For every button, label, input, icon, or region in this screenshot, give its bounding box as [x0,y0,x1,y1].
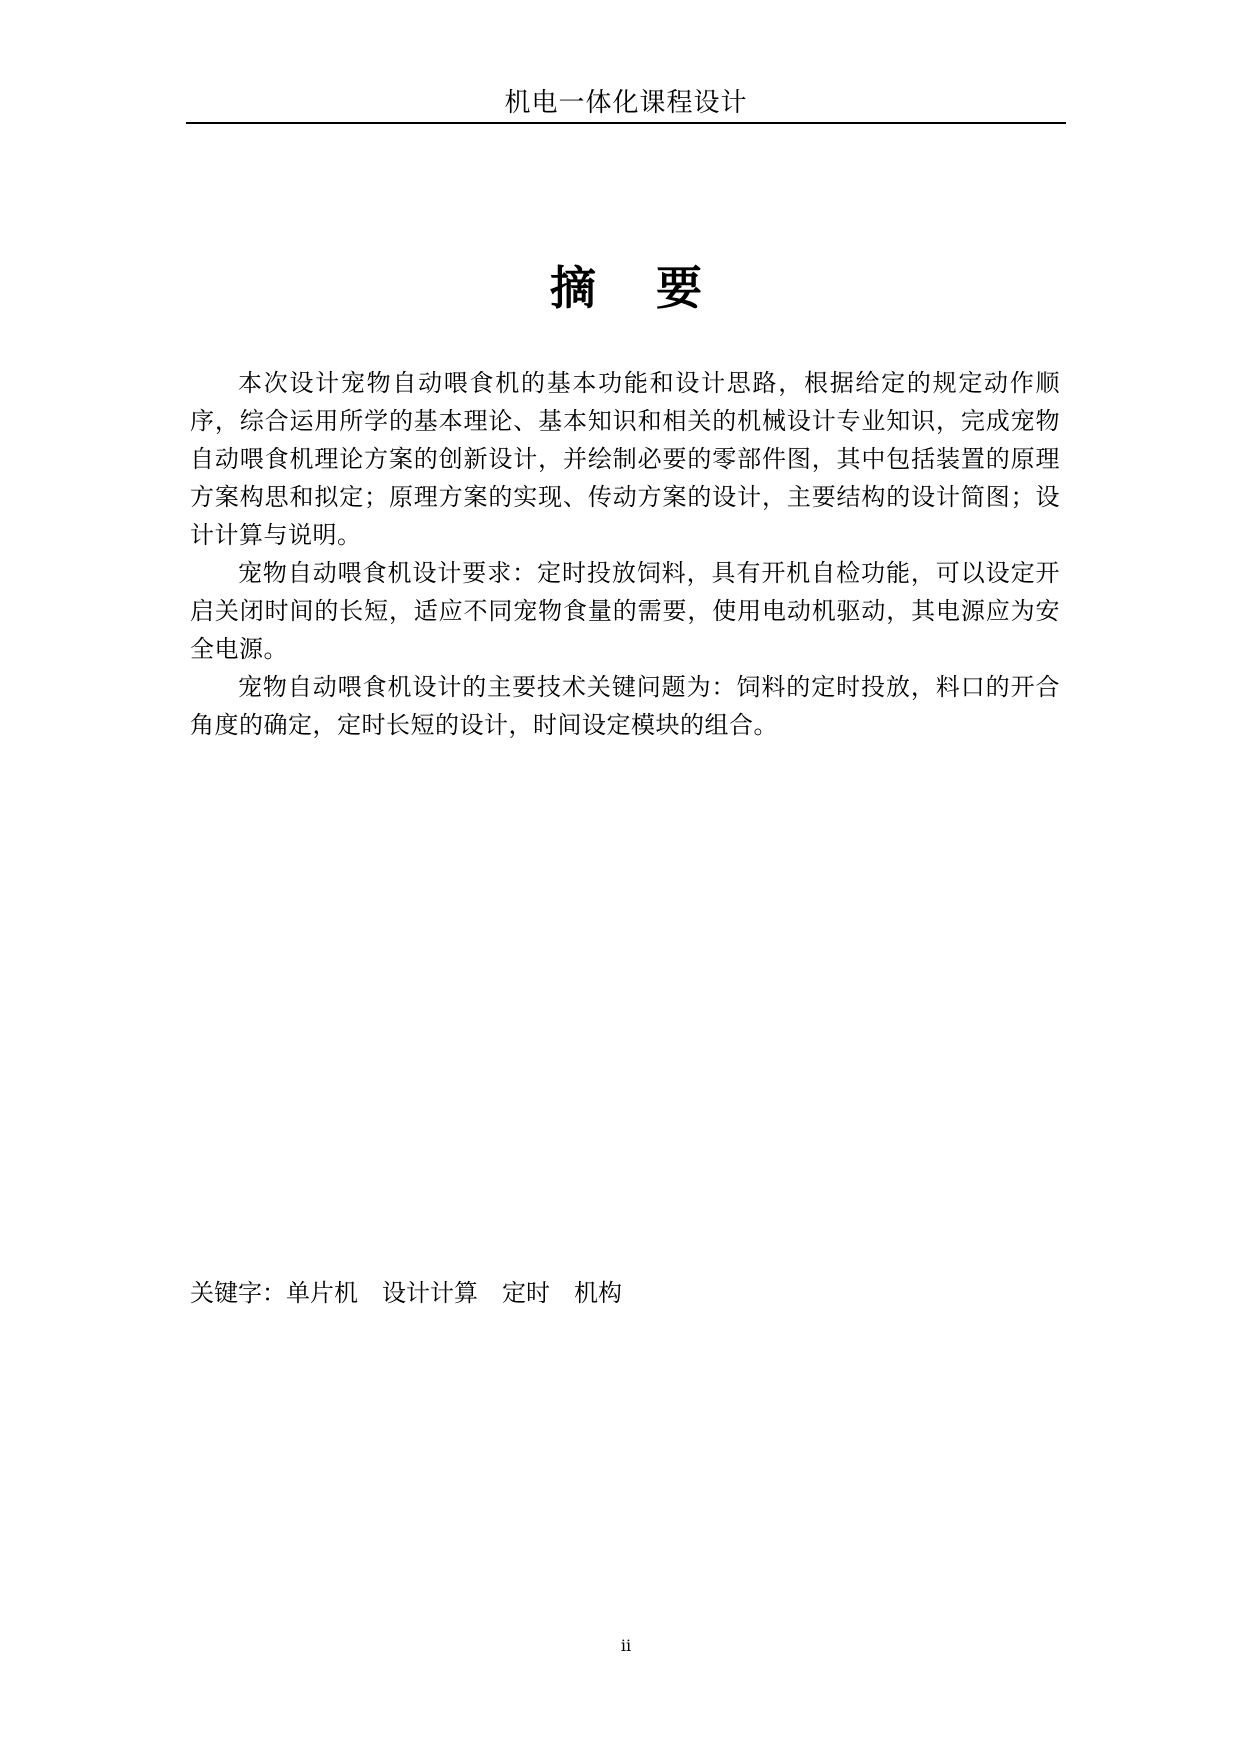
abstract-paragraph-2: 宠物自动喂食机设计要求：定时投放饲料，具有开机自检功能，可以设定开启关闭时间的长短，适应不同宠物食量的需要，使用电动机驱动，其电源应为安全电源。 [190,559,1060,663]
keyword-item: 单片机 [286,1279,358,1307]
keyword-item: 定时 [502,1279,550,1307]
keyword-item: 机构 [574,1279,622,1307]
running-header: 机电一体化课程设计 [504,88,748,118]
page-number: ii [620,1636,632,1655]
abstract-paragraph-3: 宠物自动喂食机设计的主要技术关键问题为：饲料的定时投放，料口的开合角度的确定，定时长短的设计，时间设定模块的组合。 [190,673,1060,739]
keywords-line [190,1276,1060,1310]
header-divider [186,122,1066,124]
keyword-item: 设计计算 [382,1279,478,1307]
keywords-label: 关键字： [190,1279,286,1307]
abstract-body [190,364,1060,744]
abstract-title: 摘 要 [549,261,724,315]
abstract-paragraph-1: 本次设计宠物自动喂食机的基本功能和设计思路，根据给定的规定动作顺序，综合运用所学的基本理论、基本知识和相关的机械设计专业知识，完成宠物自动喂食机理论方案的创新设计，并绘制必要的零部件图，其中包括装置的原理方案构思和拟定；原理方案的实现、传动方案的设计，主要结构的设计简图；设计计算与说明。 [190,369,1060,549]
